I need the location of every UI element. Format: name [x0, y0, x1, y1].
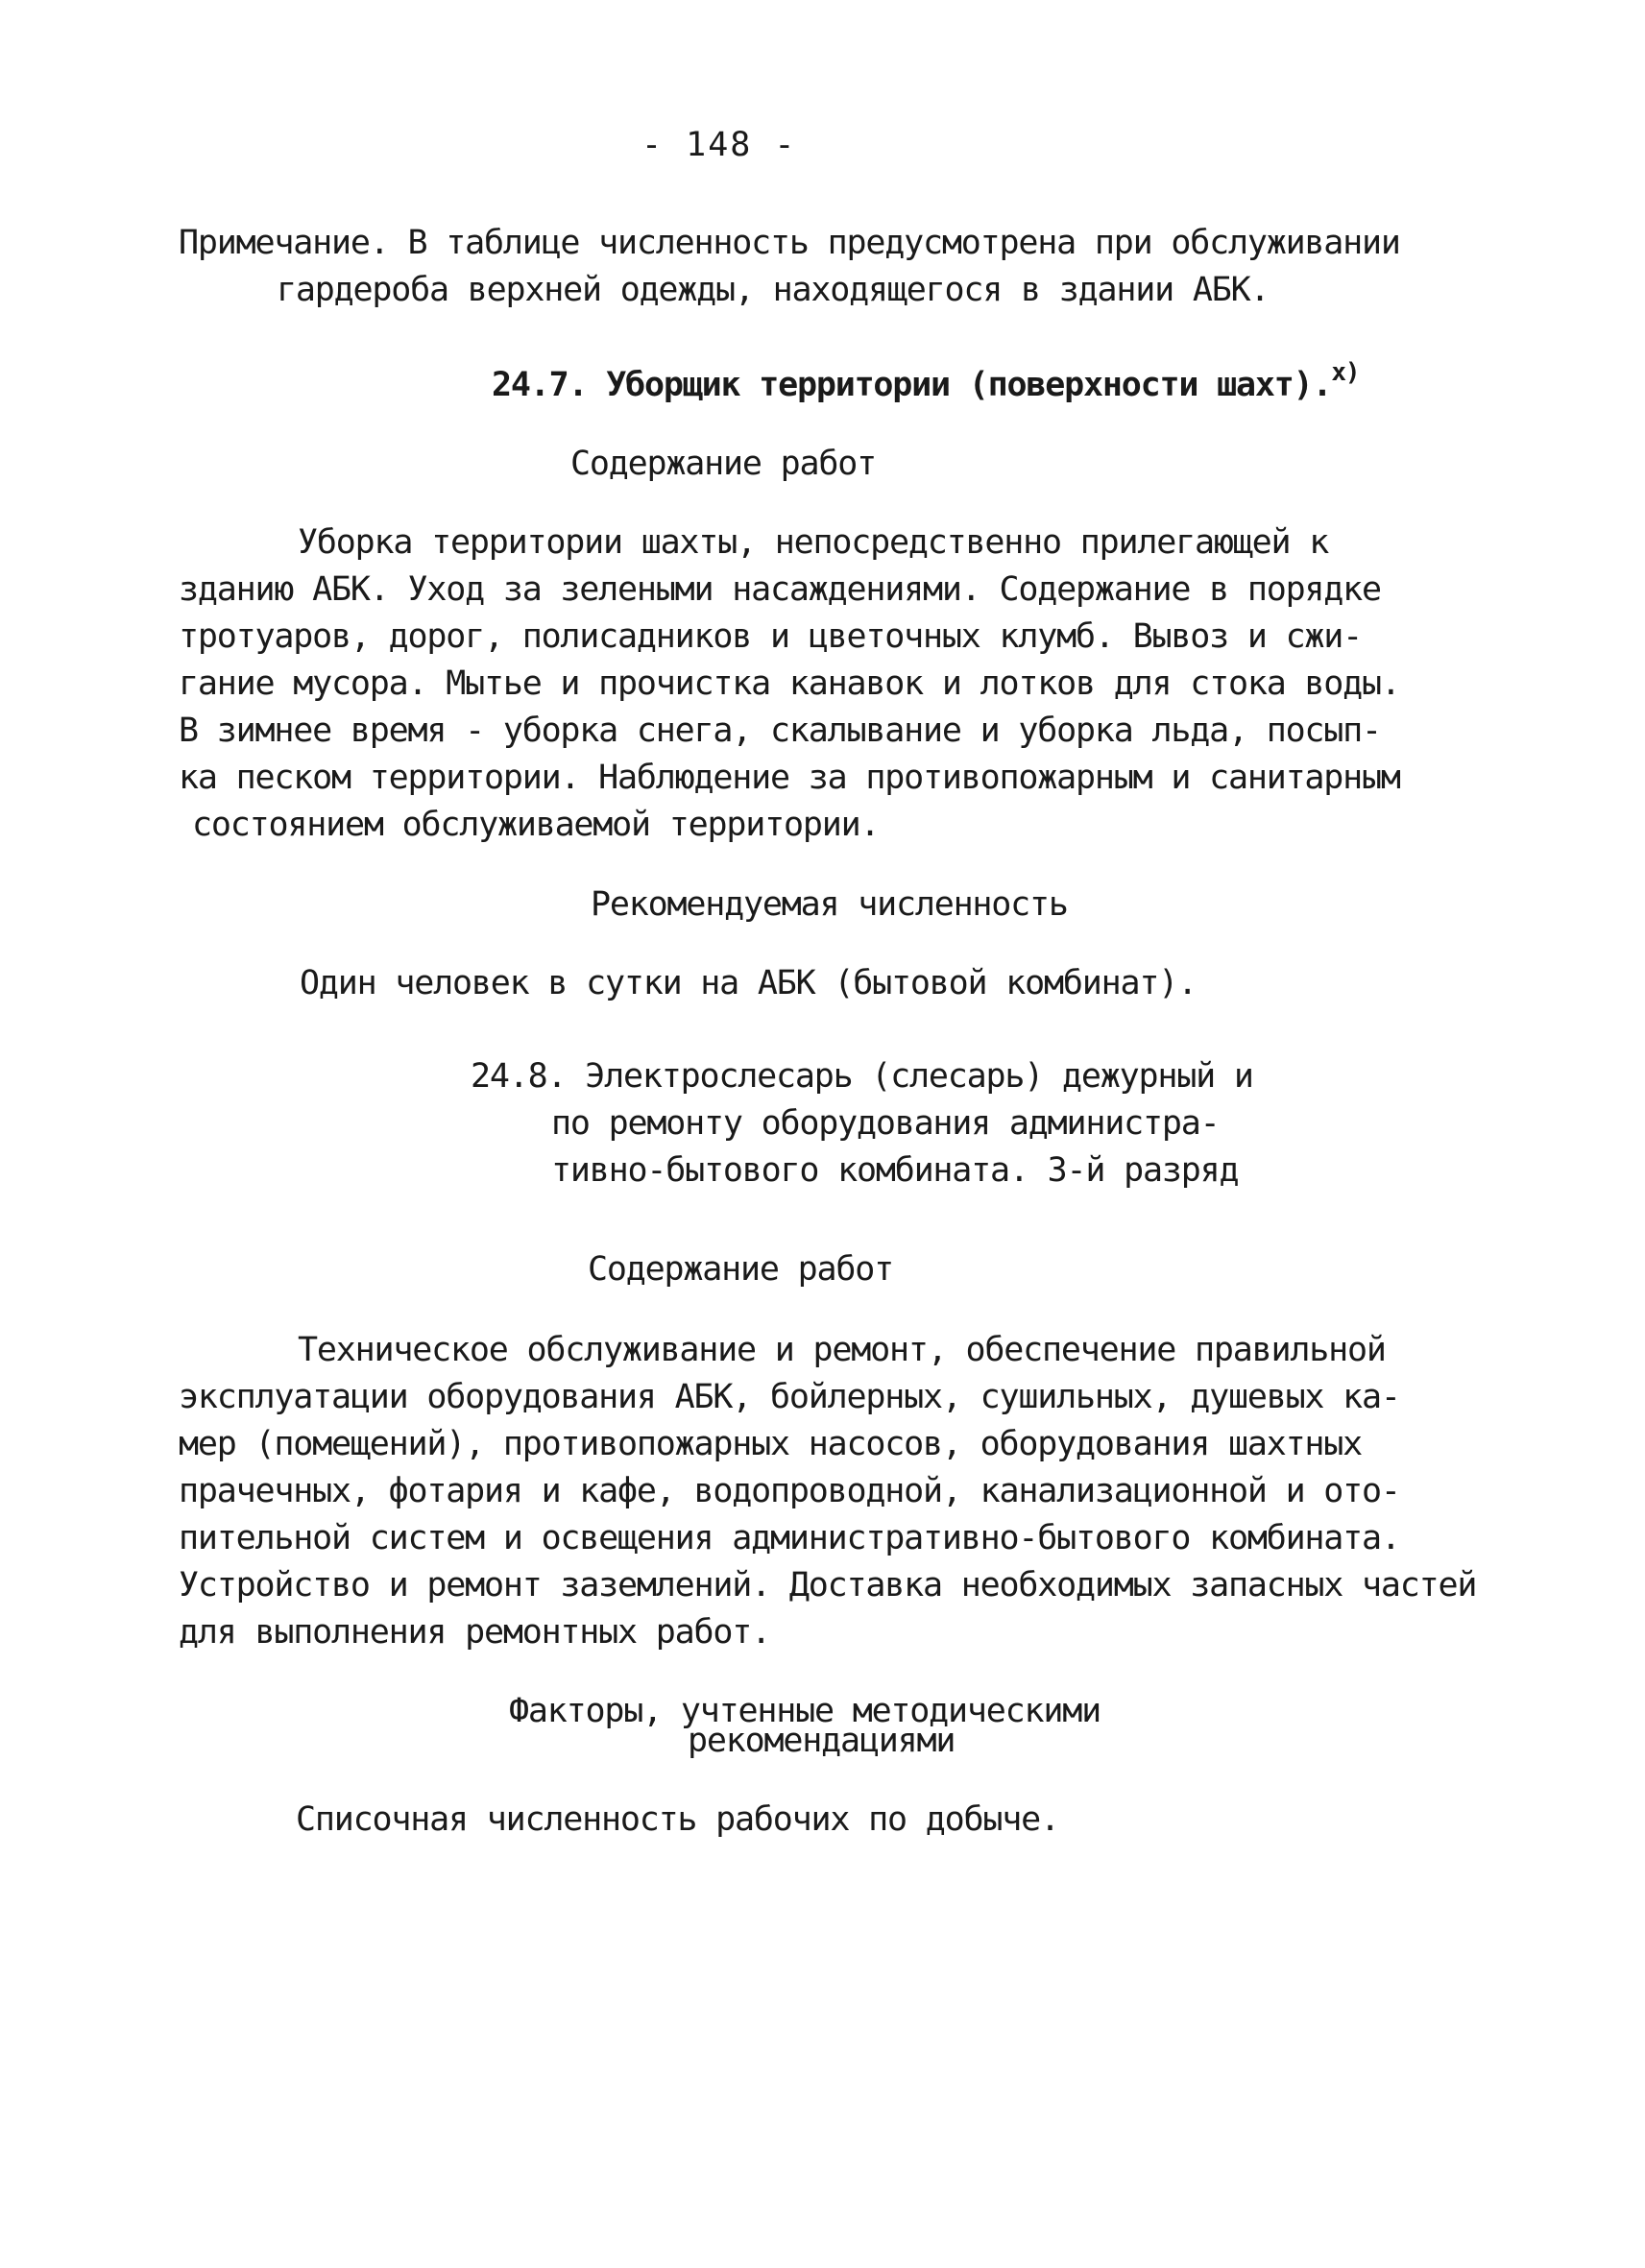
section-24-7-content-heading: Содержание работ — [570, 445, 876, 483]
section-24-8-content-line: прачечных, фотария и кафе, водопроводной, канализационной и ото- — [179, 1472, 1400, 1510]
section-24-8-title-line: тивно-бытового комбината. 3-й разряд — [551, 1151, 1239, 1190]
section-24-7-content-line: гание мусора. Мытье и прочистка канавок и лотков для стока воды. — [179, 664, 1400, 703]
section-24-8-title-line: по ремонту оборудования администра- — [551, 1104, 1220, 1143]
section-24-7-content-line: состоянием обслуживаемой территории. — [192, 806, 880, 844]
section-24-8-content-line: пительной систем и освещения административно-бытового комбината. — [179, 1519, 1400, 1557]
section-24-8-content-line: Техническое обслуживание и ремонт, обеспечение правильной — [298, 1331, 1386, 1369]
section-24-7-staffing-heading: Рекомендуемая численность — [591, 885, 1068, 924]
section-24-7-title-text: 24.7. Уборщик территории (поверхности шахт). — [492, 366, 1332, 404]
section-24-7-footnote-mark: x) — [1331, 358, 1360, 387]
section-24-8-content-line: мер (помещений), противопожарных насосов, оборудования шахтных — [179, 1425, 1363, 1463]
section-24-8-factors-heading-line: Факторы, учтенные методическими — [509, 1692, 1101, 1730]
section-24-8-content-line: для выполнения ремонтных работ. — [179, 1613, 771, 1652]
section-24-7-content-line: Уборка территории шахты, непосредственно прилегающей к — [298, 523, 1329, 562]
section-24-8-content-heading: Содержание работ — [588, 1250, 893, 1289]
section-24-8-factors-heading-line: рекомендациями — [688, 1722, 956, 1760]
section-24-7-content-line: ка песком территории. Наблюдение за противопожарным и санитарным — [179, 759, 1400, 797]
section-24-8-factors-text: Списочная численность рабочих по добыче. — [296, 1800, 1059, 1839]
note-line-2: гардероба верхней одежды, находящегося в здании АБК. — [277, 271, 1270, 309]
section-24-8-content-line: Устройство и ремонт заземлений. Доставка необходимых запасных частей — [179, 1566, 1477, 1604]
section-24-8-content-line: эксплуатации оборудования АБК, бойлерных, сушильных, душевых ка- — [179, 1378, 1400, 1416]
section-24-7-content-line: зданию АБК. Уход за зелеными насаждениями. Содержание в порядке — [179, 570, 1381, 609]
note-line-1: Примечание. В таблице численность предусмотрена при обслуживании — [179, 224, 1400, 262]
page-number: - 148 - — [641, 126, 797, 164]
section-24-7-staffing-text: Один человек в сутки на АБК (бытовой комбинат). — [300, 964, 1197, 1002]
section-24-8-title-line: 24.8. Электрослесарь (слесарь) дежурный и — [471, 1057, 1253, 1096]
section-24-7-title — [492, 358, 1360, 404]
section-24-7-content-line: тротуаров, дорог, полисадников и цветочных клумб. Вывоз и сжи- — [179, 617, 1363, 656]
section-24-7-content-line: В зимнее время - уборка снега, скалывание и уборка льда, посып- — [179, 712, 1381, 750]
